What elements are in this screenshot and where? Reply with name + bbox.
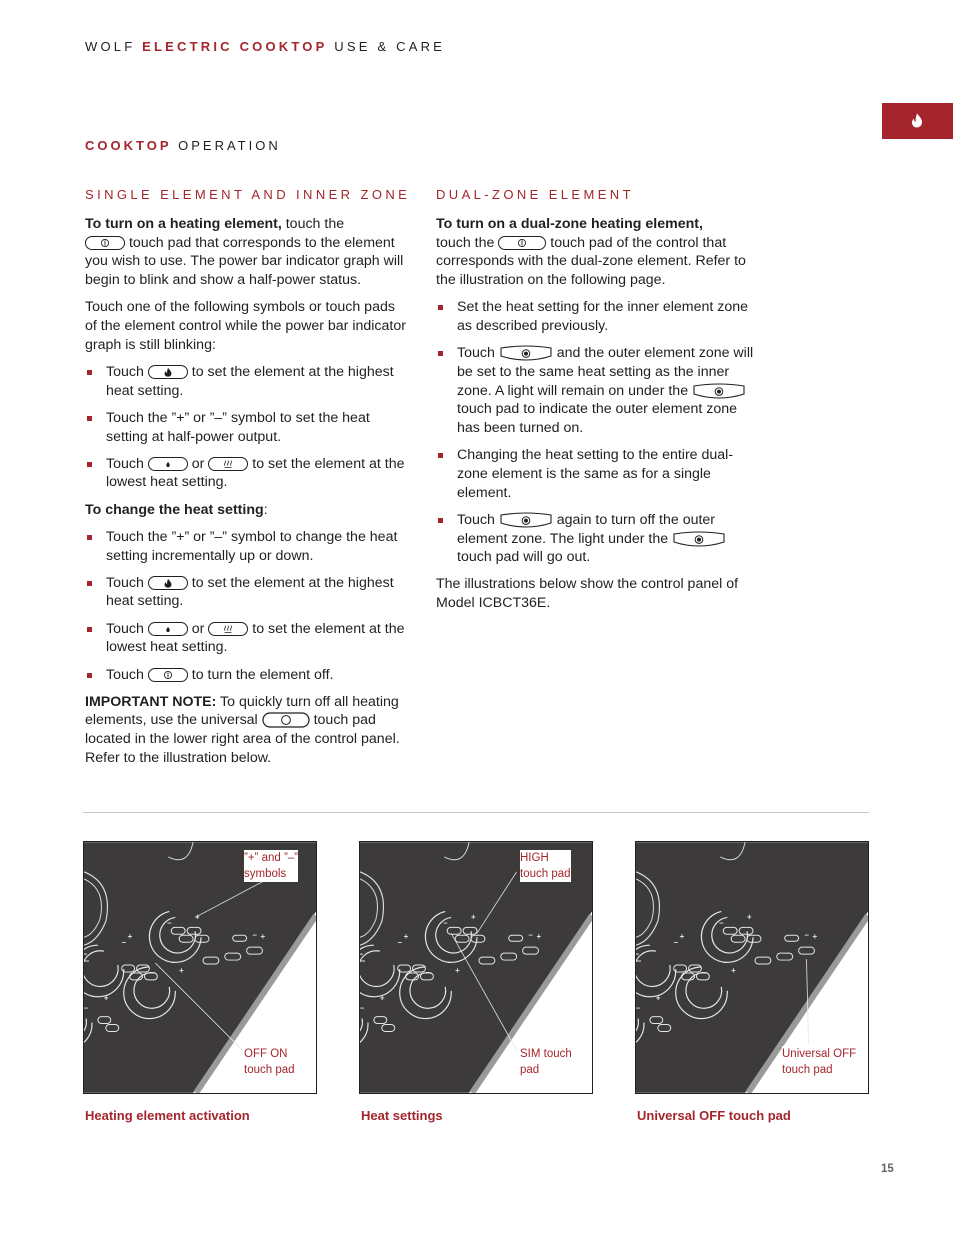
text-run: : [263,501,268,518]
text-run: Touch [457,345,499,362]
header-suffix: USE & CARE [334,39,446,54]
universal-off-icon [262,712,310,728]
text-run: Touch [106,455,148,472]
text-run: touch pad located in the lower right area of the control panel. Refer to the illustration below. [85,712,400,766]
text-run: to set the element at the highest heat setting. [106,363,394,399]
left-column [85,215,410,776]
important-note [85,693,410,768]
power-icon [148,668,188,682]
flame-icon [911,113,923,128]
header-product: ELECTRIC COOKTOP [142,39,328,54]
text-run: and the outer element zone will be set to the same heat setting as the inner zone. A light will remain on under the [457,345,754,399]
turn-on-list [85,363,410,492]
figure-heating-activation [83,841,317,1094]
dual-zone-icon [499,512,553,528]
text-run: Touch [106,666,148,683]
text-run: to set the element at the highest heat setting. [106,574,394,610]
change-list [85,528,410,684]
text-run: or [187,455,209,472]
callout-off-on: OFF ON touch pad [244,1048,295,1076]
list-item: Touch the ”+” or ”–” symbol to change the heat setting incrementally up or down. [85,528,410,565]
callout-universal-off: Universal OFF touch pad [782,1048,857,1076]
callout-high: HIGH touch pad [520,852,571,880]
page-number: 15 [881,1163,894,1175]
power-icon [85,236,125,250]
right-column [436,215,758,621]
dual-zone-paragraph [436,215,758,290]
text-run: again to turn off the outer element zone. The light under the [457,511,716,547]
dual-zone-icon [499,345,553,361]
text-run: touch pad of the control that corresponds with the dual-zone element. Refer to the illustration on the following page. [436,234,746,289]
callout-sim: SIM touch pad [520,1048,572,1076]
text-run: touch pad that corresponds to the element you wish to use. The power bar indicator graph will begin to blink and show a half-power status. [85,234,404,289]
turn-on-lead: To turn on a heating element, [85,216,282,232]
text-run: touch pad to indicate the outer element zone has been turned on. [457,401,738,437]
text-run: to turn the element off. [187,666,334,683]
text-run: Touch [106,574,148,591]
figure-universal-off [635,841,869,1094]
text-run: to set the element at the lowest heat setting. [106,620,405,656]
caption-heat-settings: Heat settings [361,1108,443,1123]
list-item [85,363,410,400]
list-item [85,666,410,685]
turn-on-paragraph [85,215,410,290]
text-run: to set the element at the lowest heat setting. [106,455,405,491]
flame-low-icon [148,457,188,471]
text-run: Touch [106,363,148,380]
figure-heat-settings [359,841,593,1094]
dual-zone-list [436,298,758,567]
section-tab [882,103,953,139]
dual-zone-lead: To turn on a dual-zone heating element, [436,216,703,232]
flame-low-icon [148,622,188,636]
text-run: touch the [436,234,499,251]
dual-zone-icon [672,531,726,547]
change-heading [85,501,410,520]
important-note-label: IMPORTANT NOTE: [85,693,217,710]
list-item [85,620,410,657]
symbols-paragraph: Touch one of the following symbols or touch pads of the element control while the power bar indicator graph is still blinking: [85,299,406,353]
list-item [85,574,410,611]
list-item: Set the heat setting for the inner element zone as described previously. [436,298,758,335]
simmer-icon [208,622,248,636]
flame-high-icon [148,576,188,590]
section-title [85,138,281,153]
text-run: touch pad will go out. [457,549,591,566]
section-title-bold: COOKTOP [85,138,172,153]
text-run: To quickly turn off all heating elements, use the universal [85,693,399,729]
section-title-rest: OPERATION [178,138,281,153]
running-header [85,39,445,54]
caption-universal-off: Universal OFF touch pad [637,1108,791,1123]
text-run: Touch [457,511,499,528]
right-subheading: DUAL-ZONE ELEMENT [436,187,634,202]
divider [83,812,869,813]
text-run: touch the [281,216,345,232]
list-item [436,511,758,567]
illustrations-note: The illustrations below show the control panel of Model ICBCT36E. [436,576,739,612]
flame-high-icon [148,365,188,379]
callout-plus-minus: ”+” and ”–” symbols [244,852,299,880]
list-item: Changing the heat setting to the entire dual-zone element is the same as for a single element. [436,446,758,502]
power-icon [498,236,546,250]
text-run: Touch [106,620,148,637]
list-item: Touch the ”+” or ”–” symbol to set the heat setting at half-power output. [85,409,410,446]
list-item [85,455,410,492]
header-brand: WOLF [85,39,136,54]
change-heading-text: To change the heat setting [85,501,264,518]
simmer-icon [208,457,248,471]
list-item [436,344,758,438]
dual-zone-icon [692,383,746,399]
caption-heating-activation: Heating element activation [85,1108,250,1123]
text-run: or [187,620,209,637]
left-subheading: SINGLE ELEMENT AND INNER ZONE [85,187,411,202]
